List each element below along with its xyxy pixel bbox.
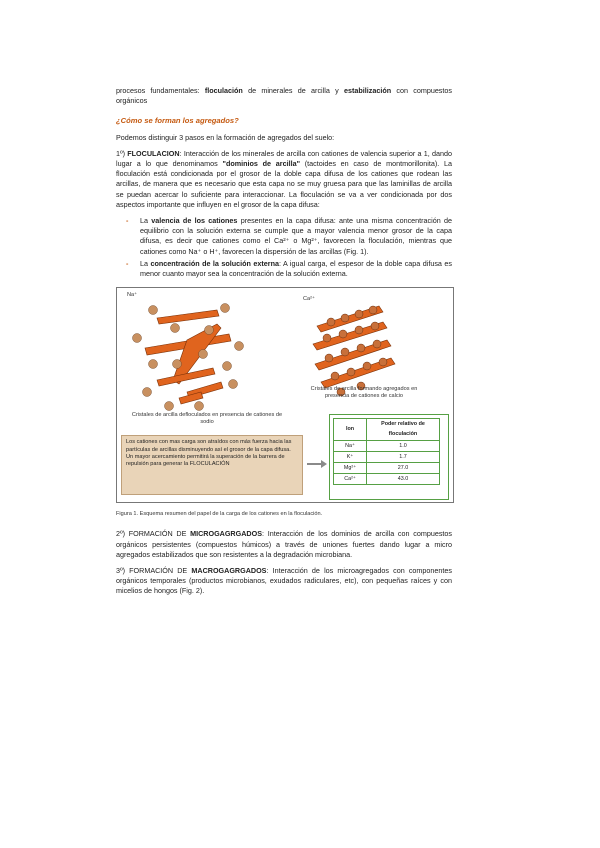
intro-paragraph (116, 86, 452, 106)
table-cell: 1.7 (367, 451, 440, 462)
step2-text: : Interacción de los dominios de arcilla con compuestos orgánicos persistentes (compuestos húmicos) a través de uniones fuertes dando lugar a micro agregados estabilizados que son resistentes a la degradación microbiana. (116, 529, 452, 559)
step2-title: MICROGAGRGADOS (190, 529, 262, 539)
table-cell: 43.0 (367, 474, 440, 485)
cation (199, 350, 208, 359)
cation (221, 304, 230, 313)
cation (205, 326, 214, 335)
cation (327, 318, 335, 326)
flocculated-clay-group (313, 306, 395, 388)
table-cell: Mg²⁺ (334, 463, 367, 474)
intro-term-estabilizacion: estabilización (343, 86, 392, 95)
table-cell: K⁺ (334, 451, 367, 462)
bullet-pre: La (140, 216, 152, 226)
step1-title: FLOCULACION (127, 148, 180, 158)
bullet-term: valencia de los cationes (151, 216, 238, 226)
lead-paragraph: Podemos distinguir 3 pasos en la formación de agregados del suelo: (116, 132, 335, 142)
bullet-term: concentración de la solución externa (150, 258, 279, 268)
bullet-text: : A igual carga, el espesor de la doble capa difusa es menor cuanto mayor sea la concentración de la solución externa. (140, 258, 452, 279)
cation (143, 388, 152, 397)
cation (171, 324, 180, 333)
figure-caption: Figura 1. Esquema resumen del papel de la carga de los cationes en la floculación. (116, 511, 323, 518)
factor-list (116, 216, 452, 279)
table-row (334, 474, 440, 485)
step3-title: MACROGAGRGADOS (191, 566, 267, 576)
deflocculated-clay-group (145, 310, 231, 404)
intro-term-floculacion: floculación (204, 86, 243, 95)
cation (357, 344, 365, 352)
cation (363, 362, 371, 370)
bullet-pre: La (140, 258, 151, 268)
cation (355, 326, 363, 334)
step3-number: 3º) FORMACIÓN DE (116, 566, 192, 576)
table-cell: 27.0 (367, 463, 440, 474)
table-header: Ion (334, 419, 367, 440)
list-item (140, 216, 452, 257)
cation (341, 348, 349, 356)
document-page (116, 86, 452, 603)
arrow-right-icon (307, 460, 327, 468)
cation (133, 334, 142, 343)
intro-text: procesos fundamentales: (116, 86, 205, 95)
table-cell: Na⁺ (334, 440, 367, 451)
flocculation-table (333, 418, 440, 485)
sodium-label: Na⁺ (127, 292, 138, 299)
calcium-label: Ca²⁺ (303, 296, 315, 303)
intro-text: con compuestos orgánicos (116, 86, 452, 106)
table-header: Poder relativo de floculación (367, 419, 440, 440)
cation (331, 372, 339, 380)
cation (229, 380, 238, 389)
list-item (140, 259, 452, 279)
cation (195, 402, 204, 411)
clay-sheet (157, 310, 219, 324)
cation (371, 322, 379, 330)
cation (347, 368, 355, 376)
step3-paragraph (116, 566, 452, 597)
step1-text: (tactoides en caso de montmorillonita). La floculación está condicionada por el grosor de la doble capa difusa de los cationes que rodean las arcillas, de manera que es necesario que esta capa no se muy gruesa para que las laminillas de arcilla se puedan acercar lo suficiente para interaccionar. La floculación se va a ver condicionada por dos aspectos importante que influyen en el grosor de la capa difusa: (116, 159, 453, 209)
cation (165, 402, 174, 411)
step1-number: 1º) (116, 148, 128, 158)
cation (149, 360, 158, 369)
cation (379, 358, 387, 366)
step3-text: : Interacción de los microagregados con componentes orgánicos temporales (productos microbianos, exudados radiculares, etc), con pequeñas raíces y con micelios de hongos (Fig. 2). (116, 566, 452, 596)
cation (149, 306, 158, 315)
cation (369, 306, 377, 314)
right-caption: Cristales de arcilla formando agregados en presencia de cationes de calcio (310, 386, 418, 400)
bullet-text: presentes en la capa difusa: ante una misma concentración de equilibrio con la solución externa se cumple que a mayor valencia menor grosor de la capa difusa, es decir que cationes como el Ca²⁺ o Mg²⁺, favorecen la floculación, mientras que cationes como Na⁺ o H⁺, favorecen la dispersión de las arcillas (Fig. 1). (140, 216, 452, 256)
table-row (334, 440, 440, 451)
step2-paragraph (116, 529, 452, 560)
cation (355, 310, 363, 318)
figure-1 (116, 287, 454, 503)
table-row (334, 451, 440, 462)
table-cell: Ca²⁺ (334, 474, 367, 485)
cation (325, 354, 333, 362)
cation (373, 340, 381, 348)
cation (323, 334, 331, 342)
cation (223, 362, 232, 371)
table-row (334, 463, 440, 474)
cation-note: Los cationes con mas carga son atraídos con más fuerza hacia las partículas de arcillas disminuyendo así el grosor de la capa difusa. Un mayor acercamiento permitirá la superación de la barrera de repulsión para generar la FLOCULACIÓN (121, 435, 303, 495)
table-header-row (334, 419, 440, 440)
section-heading: ¿Cómo se forman los agregados? (116, 116, 239, 126)
step1-term: "dominios de arcilla" (222, 159, 300, 169)
step1-paragraph (116, 149, 452, 210)
left-caption: Cristales de arcilla defloculados en presencia de cationes de sodio (131, 412, 283, 426)
cation (173, 360, 182, 369)
intro-text: de minerales de arcilla y (242, 86, 344, 95)
cation (235, 342, 244, 351)
step1-text: : Interacción de los minerales de arcilla con cationes de valencia superior a 1, dando lugar a lo que denominamos (116, 148, 452, 169)
step2-number: 2º) FORMACIÓN DE (116, 529, 191, 539)
table-cell: 1.0 (367, 440, 440, 451)
cation (339, 330, 347, 338)
cation (341, 314, 349, 322)
